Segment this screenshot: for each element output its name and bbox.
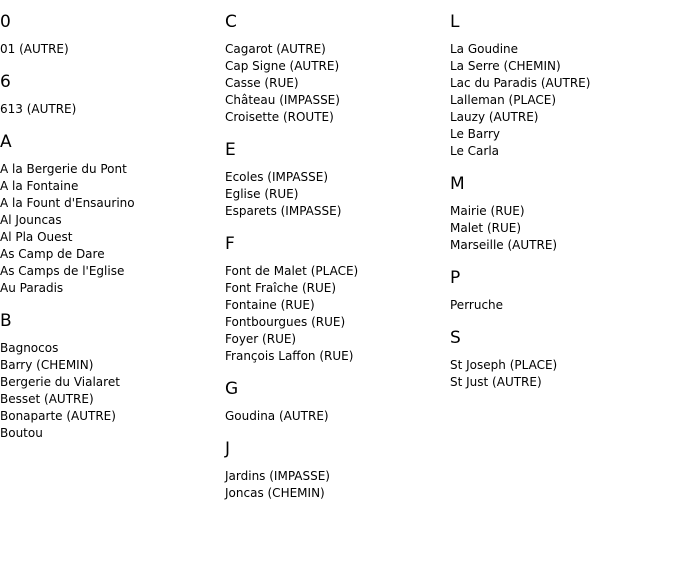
entry-list <box>225 468 450 502</box>
street-entry[interactable]: Cagarot (AUTRE) <box>225 42 326 56</box>
entry-list <box>225 41 450 126</box>
letter-heading: B <box>0 311 12 331</box>
street-entry[interactable]: Château (IMPASSE) <box>225 93 340 107</box>
index-column-3 <box>450 0 675 569</box>
street-entry[interactable]: Cap Signe (AUTRE) <box>225 59 340 73</box>
street-entry[interactable]: Joncas (CHEMIN) <box>225 486 325 500</box>
street-entry[interactable]: Le Barry <box>450 127 501 141</box>
street-entry[interactable]: Mairie (RUE) <box>450 204 525 218</box>
letter-group-c <box>225 11 450 126</box>
street-entry[interactable]: Malet (RUE) <box>450 221 522 235</box>
letter-heading: F <box>225 234 235 254</box>
entry-list <box>450 357 675 391</box>
letter-group-e <box>225 139 450 220</box>
letter-heading: L <box>450 12 460 32</box>
letter-heading: M <box>450 174 465 194</box>
street-entry[interactable]: Font Fraîche (RUE) <box>225 281 337 295</box>
letter-group-j <box>225 438 450 502</box>
street-entry[interactable]: St Joseph (PLACE) <box>450 358 558 372</box>
entry-list <box>0 101 225 118</box>
street-entry[interactable]: Barry (CHEMIN) <box>0 358 94 372</box>
street-entry[interactable]: Foyer (RUE) <box>225 332 297 346</box>
street-entry[interactable]: As Camps de l'Eglise <box>0 264 125 278</box>
entry-list <box>450 41 675 160</box>
street-entry[interactable]: Goudina (AUTRE) <box>225 409 329 423</box>
street-entry[interactable]: Marseille (AUTRE) <box>450 238 558 252</box>
letter-heading: G <box>225 379 239 399</box>
entry-list <box>225 263 450 365</box>
entry-list <box>450 297 675 314</box>
letter-heading: 6 <box>0 72 11 92</box>
street-entry[interactable]: Au Paradis <box>0 281 64 295</box>
letter-group-b <box>0 310 225 442</box>
entry-list <box>0 340 225 442</box>
letter-group-f <box>225 233 450 365</box>
street-entry[interactable]: Lalleman (PLACE) <box>450 93 557 107</box>
street-entry[interactable]: La Goudine <box>450 42 519 56</box>
street-entry[interactable]: Bonaparte (AUTRE) <box>0 409 116 423</box>
street-entry[interactable]: A la Fontaine <box>0 179 79 193</box>
letter-group-l <box>450 11 675 160</box>
entry-list <box>225 408 450 425</box>
street-entry[interactable]: Fontaine (RUE) <box>225 298 315 312</box>
street-entry[interactable]: Croisette (ROUTE) <box>225 110 334 124</box>
street-entry[interactable]: 01 (AUTRE) <box>0 42 69 56</box>
letter-group-a <box>0 131 225 297</box>
index-column-1 <box>0 0 225 569</box>
street-entry[interactable]: Al Pla Ouest <box>0 230 73 244</box>
entry-list <box>450 203 675 254</box>
street-entry[interactable]: Al Jouncas <box>0 213 62 227</box>
street-entry[interactable]: Casse (RUE) <box>225 76 299 90</box>
street-entry[interactable]: Esparets (IMPASSE) <box>225 204 342 218</box>
street-entry[interactable]: Jardins (IMPASSE) <box>225 469 330 483</box>
entry-list <box>225 169 450 220</box>
letter-group-s <box>450 327 675 391</box>
letter-group-0 <box>0 11 225 58</box>
letter-heading: C <box>225 12 237 32</box>
letter-heading: 0 <box>0 12 11 32</box>
street-entry[interactable]: Besset (AUTRE) <box>0 392 94 406</box>
street-entry[interactable]: Eglise (RUE) <box>225 187 299 201</box>
street-entry[interactable]: Bagnocos <box>0 341 59 355</box>
letter-group-p <box>450 267 675 314</box>
street-entry[interactable]: La Serre (CHEMIN) <box>450 59 561 73</box>
letter-group-6 <box>0 71 225 118</box>
street-entry[interactable]: François Laffon (RUE) <box>225 349 354 363</box>
street-entry[interactable]: A la Bergerie du Pont <box>0 162 127 176</box>
index-column-2 <box>225 0 450 569</box>
letter-heading: E <box>225 140 236 160</box>
letter-heading: P <box>450 268 461 288</box>
street-entry[interactable]: 613 (AUTRE) <box>0 102 77 116</box>
letter-group-g <box>225 378 450 425</box>
street-entry[interactable]: Ecoles (IMPASSE) <box>225 170 329 184</box>
street-entry[interactable]: As Camp de Dare <box>0 247 105 261</box>
street-entry[interactable]: Fontbourgues (RUE) <box>225 315 346 329</box>
street-entry[interactable]: Le Carla <box>450 144 500 158</box>
street-entry[interactable]: Perruche <box>450 298 504 312</box>
street-entry[interactable]: Lac du Paradis (AUTRE) <box>450 76 591 90</box>
letter-heading: S <box>450 328 461 348</box>
street-entry[interactable]: Boutou <box>0 426 43 440</box>
entry-list <box>0 161 225 297</box>
street-entry[interactable]: A la Fount d'Ensaurino <box>0 196 135 210</box>
street-entry[interactable]: Font de Malet (PLACE) <box>225 264 359 278</box>
entry-list <box>0 41 225 58</box>
letter-group-m <box>450 173 675 254</box>
street-entry[interactable]: St Just (AUTRE) <box>450 375 542 389</box>
letter-heading: A <box>0 132 12 152</box>
street-entry[interactable]: Lauzy (AUTRE) <box>450 110 539 124</box>
letter-heading: J <box>225 439 231 459</box>
street-entry[interactable]: Bergerie du Vialaret <box>0 375 120 389</box>
